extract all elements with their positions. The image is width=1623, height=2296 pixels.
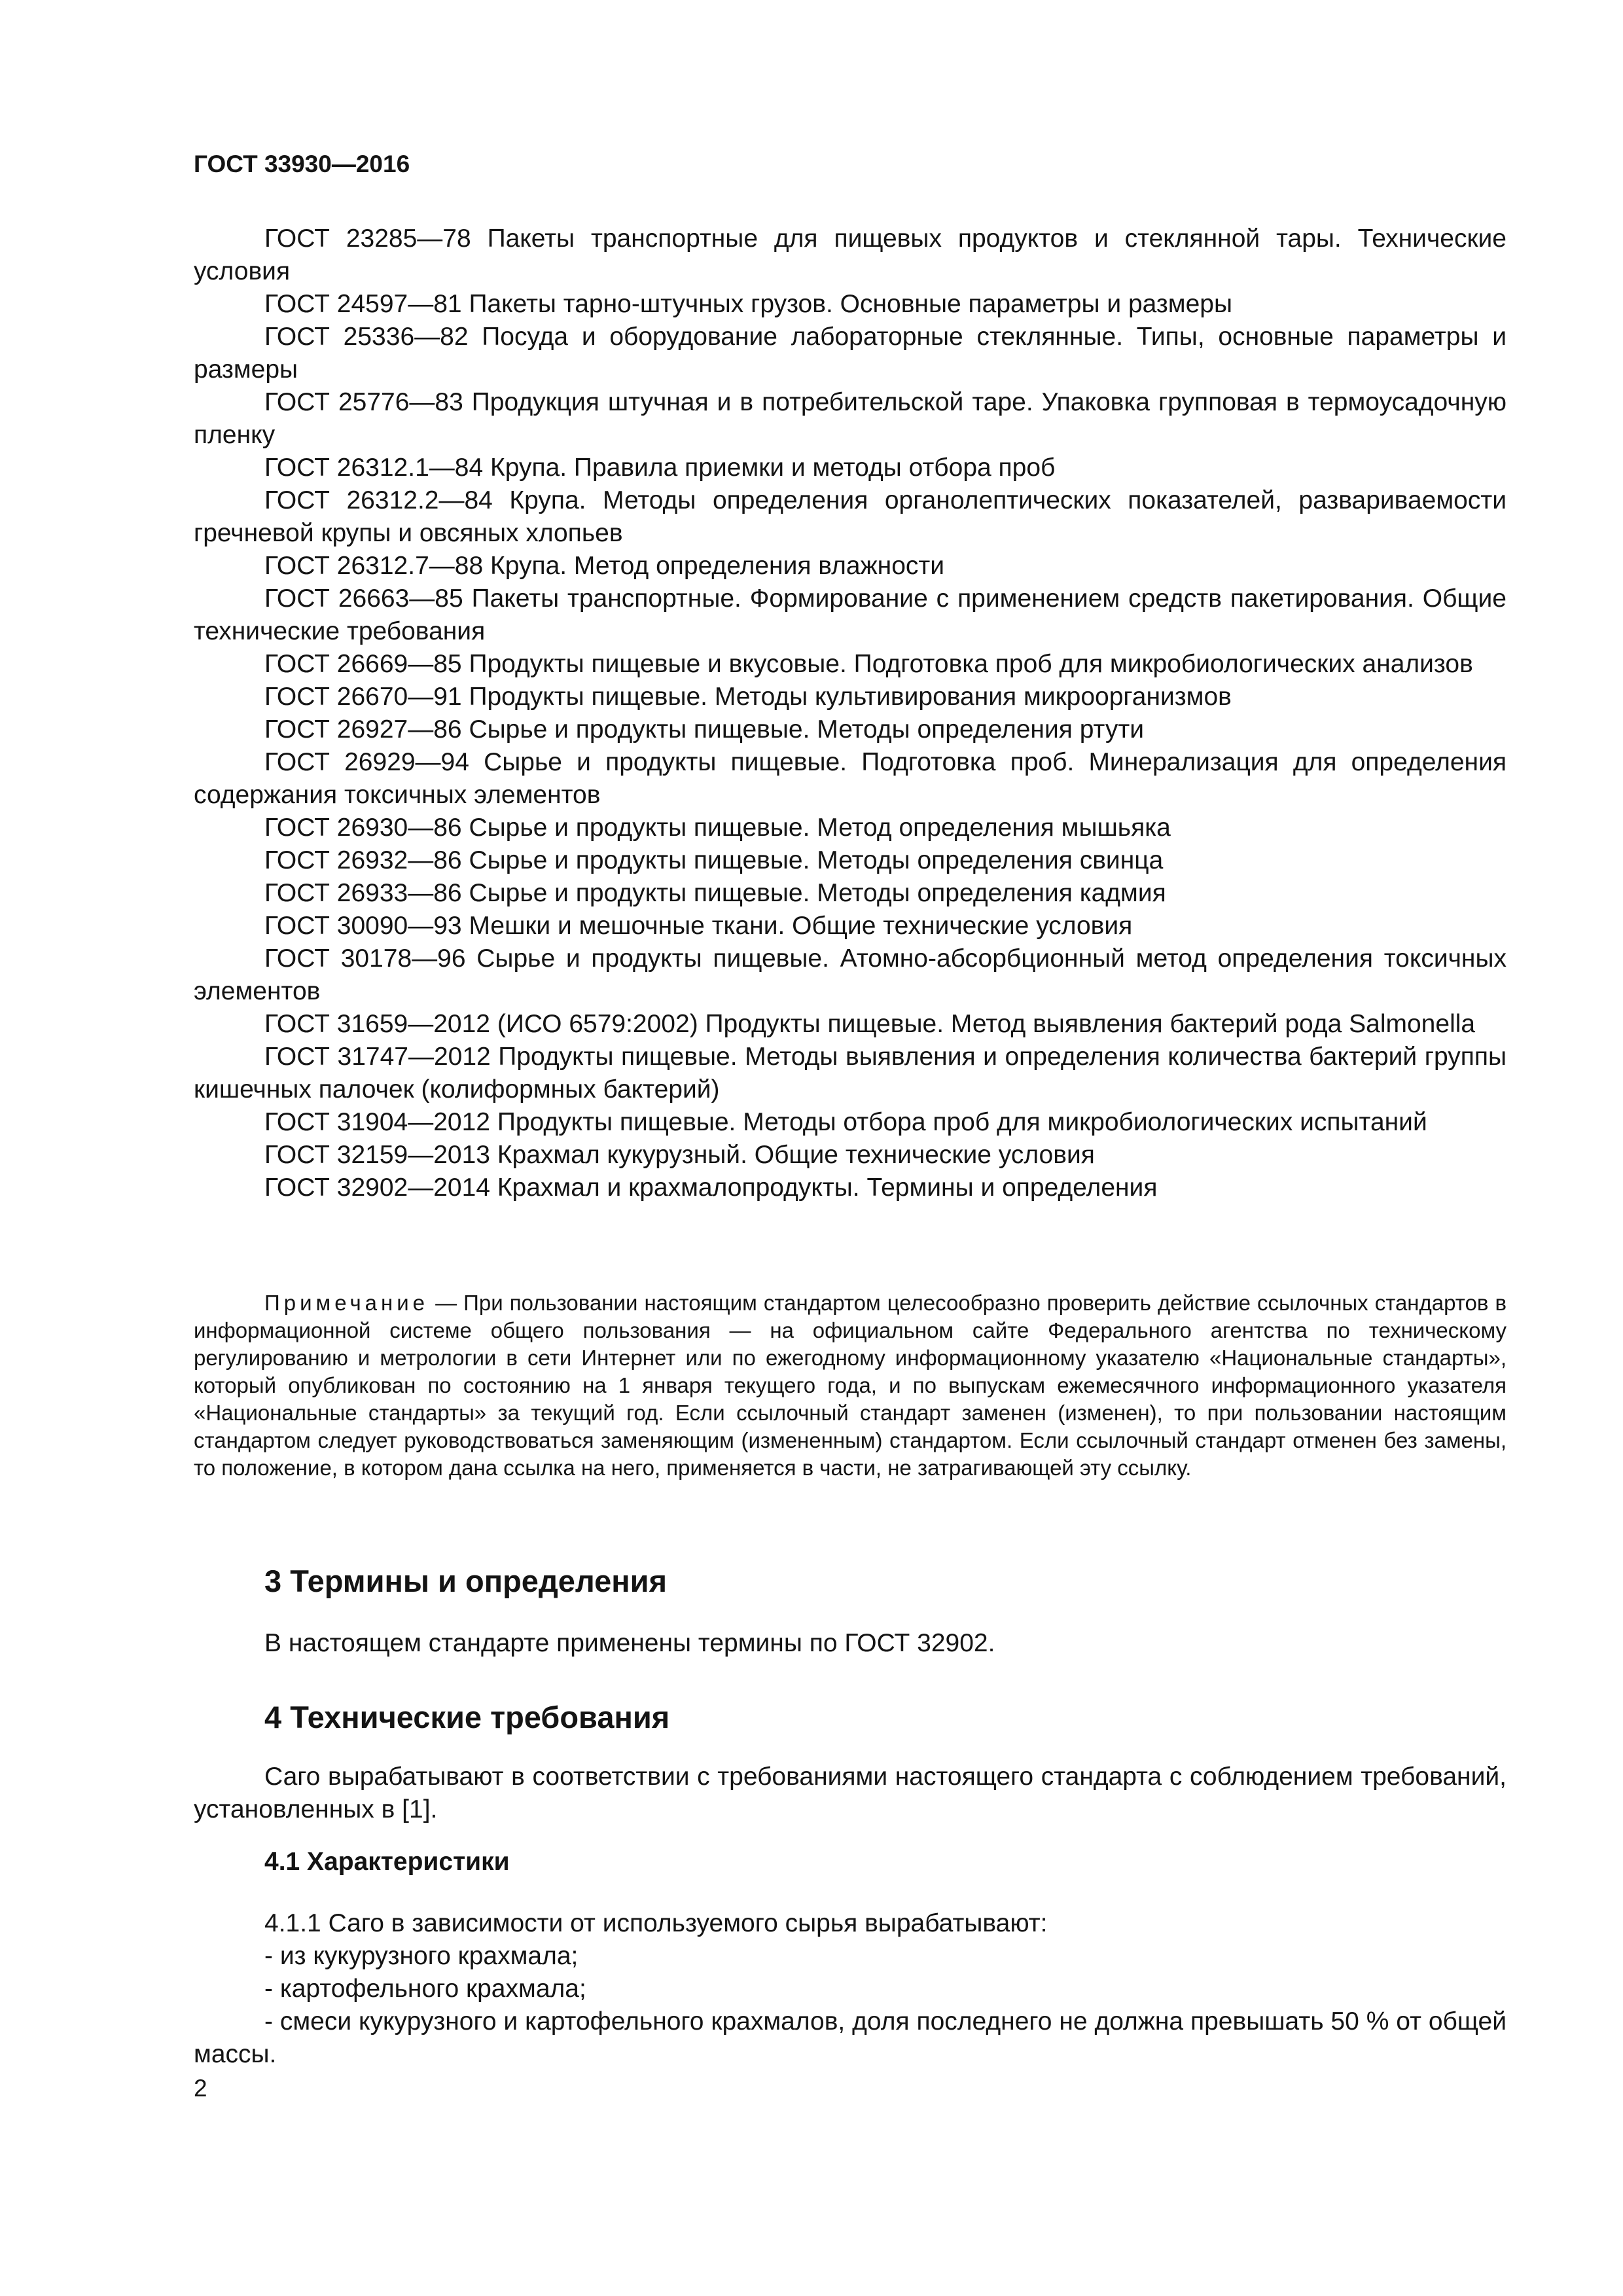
reference-item: ГОСТ 26930—86 Сырье и продукты пищевые. Метод определения мышьяка xyxy=(264,814,1171,842)
document-header: ГОСТ 33930—2016 xyxy=(194,151,410,177)
note-block xyxy=(194,1289,1507,1482)
reference-item: ГОСТ 26929—94 Сырье и продукты пищевые. Подготовка проб. Минерализация для определения содержания токсичных элементов xyxy=(194,748,1507,809)
reference-item: ГОСТ 30178—96 Сырье и продукты пищевые. Атомно-абсорбционный метод определения токсичных элементов xyxy=(194,944,1507,1005)
note-text: — При пользовании настоящим стандартом целесообразно проверить действие ссылочных стандартов в информационной системе общего пользования — на официальном сайте Федерального агентства по техническому регулированию и метрологии в сети Интернет или по ежегодному информационному указателю «Национальные стандарты», который опубликован по состоянию на 1 января текущего года, и по выпускам ежемесячного информационного указателя «Национальные стандарты» за текущий год. Если ссылочный стандарт заменен (изменен), то при пользовании настоящим стандартом следует руководствоваться заменяющим (измененным) стандартом. Если ссылочный стандарт отменен без замены, то положение, в котором дана ссылка на него, применяется в части, не затрагивающей эту ссылку. xyxy=(194,1291,1507,1480)
reference-item: ГОСТ 25336—82 Посуда и оборудование лабораторные стеклянные. Типы, основные параметры и размеры xyxy=(194,323,1507,384)
reference-item: ГОСТ 26312.7—88 Крупа. Метод определения влажности xyxy=(264,552,945,580)
reference-item: ГОСТ 26663—85 Пакеты транспортные. Формирование с применением средств пакетирования. Общие технические требования xyxy=(194,584,1507,645)
reference-item: ГОСТ 26312.2—84 Крупа. Методы определения органолептических показателей, развариваемости гречневой крупы и овсяных хлопьев xyxy=(194,486,1507,547)
note-label: Примечание xyxy=(264,1291,429,1315)
reference-item: ГОСТ 31659—2012 (ИСО 6579:2002) Продукты пищевые. Метод выявления бактерий рода Salmonella xyxy=(264,1010,1476,1038)
section-3-text: В настоящем стандарте применены термины по ГОСТ 32902. xyxy=(264,1629,995,1657)
reference-item: ГОСТ 32902—2014 Крахмал и крахмалопродукты. Термины и определения xyxy=(264,1174,1158,1202)
list-item: - из кукурузного крахмала; xyxy=(264,1942,579,1970)
reference-item: ГОСТ 26670—91 Продукты пищевые. Методы культивирования микроорганизмов xyxy=(264,683,1232,711)
section-4-text: Саго вырабатывают в соответствии с требованиями настоящего стандарта с соблюдением требований, установленных в [1]. xyxy=(194,1763,1507,1823)
reference-item: ГОСТ 30090—93 Мешки и мешочные ткани. Общие технические условия xyxy=(264,912,1133,940)
note-paragraph xyxy=(194,1289,1507,1482)
normative-references-list xyxy=(194,223,1507,1204)
reference-item: ГОСТ 26927—86 Сырье и продукты пищевые. Методы определения ртути xyxy=(264,715,1144,744)
reference-item: ГОСТ 23285—78 Пакеты транспортные для пищевых продуктов и стеклянной тары. Технические условия xyxy=(194,224,1507,285)
reference-item: ГОСТ 32159—2013 Крахмал кукурузный. Общие технические условия xyxy=(264,1141,1095,1169)
reference-item: ГОСТ 31904—2012 Продукты пищевые. Методы отбора проб для микробиологических испытаний xyxy=(264,1108,1427,1136)
section-3-title: 3 Термины и определения xyxy=(264,1564,667,1598)
subsection-4-1-intro: 4.1.1 Саго в зависимости от используемого сырья вырабатывают: xyxy=(264,1909,1048,1937)
reference-item: ГОСТ 25776—83 Продукция штучная и в потребительской таре. Упаковка групповая в термоусадочную пленку xyxy=(194,388,1507,449)
reference-item: ГОСТ 31747—2012 Продукты пищевые. Методы выявления и определения количества бактерий группы кишечных палочек (колиформных бактерий) xyxy=(194,1043,1507,1103)
reference-item: ГОСТ 24597—81 Пакеты тарно-штучных грузов. Основные параметры и размеры xyxy=(264,290,1232,318)
section-3-body xyxy=(194,1627,1507,1660)
reference-item: ГОСТ 26933—86 Сырье и продукты пищевые. Методы определения кадмия xyxy=(264,879,1166,907)
reference-item: ГОСТ 26312.1—84 Крупа. Правила приемки и методы отбора проб xyxy=(264,454,1056,482)
section-4-body xyxy=(194,1761,1507,1826)
section-4-title: 4 Технические требования xyxy=(264,1700,670,1734)
reference-item: ГОСТ 26669—85 Продукты пищевые и вкусовые. Подготовка проб для микробиологических анализов xyxy=(264,650,1473,678)
list-item: - смеси кукурузного и картофельного крахмалов, доля последнего не должна превышать 50 % от общей массы. xyxy=(194,2007,1507,2068)
page-number: 2 xyxy=(194,2075,207,2102)
list-item: - картофельного крахмала; xyxy=(264,1975,586,2003)
subsection-4-1-body xyxy=(194,1907,1507,2071)
reference-item: ГОСТ 26932—86 Сырье и продукты пищевые. Методы определения свинца xyxy=(264,846,1164,874)
subsection-4-1-title: 4.1 Характеристики xyxy=(264,1848,510,1876)
